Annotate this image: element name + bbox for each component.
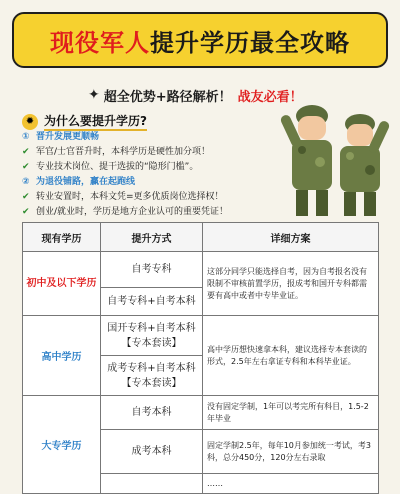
why-title: 为什么要提升学历? xyxy=(44,112,147,131)
bulb-icon: ✹ xyxy=(22,114,38,130)
list-item-text: 转业安置时，本科文凭=更多优质岗位选择权！ xyxy=(36,192,224,202)
soldiers-illustration xyxy=(276,98,388,218)
method-cell xyxy=(101,474,203,494)
upgrade-table xyxy=(22,222,378,488)
list-item xyxy=(22,205,292,220)
subtitle-red: 战友必看！ xyxy=(237,89,303,105)
detail-cell: 高中学历想快速拿本科，建议选择专本套读的形式，2.5年左右拿证专科和本科毕业证。 xyxy=(203,316,379,396)
level-cell: 高中学历 xyxy=(23,316,101,396)
method-cell: 自考专科 xyxy=(101,252,203,288)
header-method: 提升方式 xyxy=(101,223,203,252)
level-text: 初中及以下学历 xyxy=(26,278,97,289)
detail-cell: 这部分同学只能选择自考，因为自考报名没有限制不审核前置学历，报成考和国开专科都需要有高中或者中专毕业证。 xyxy=(203,252,379,316)
list-item xyxy=(22,190,292,205)
list-item-text: 创业/就业时，学历是地方企业认可的重要凭证！ xyxy=(36,207,229,217)
section-heading xyxy=(22,175,292,190)
subtitle-black: 超全优势+路径解析！ xyxy=(103,89,232,105)
list-item-text: 专业技术岗位、提干选拔的“隐形门槛”。 xyxy=(36,162,199,172)
check-icon: ✔ xyxy=(22,147,30,157)
soldier-left xyxy=(279,105,332,216)
table-header-row xyxy=(23,223,379,252)
sparkle-icon: ✦ xyxy=(88,87,100,103)
section-number: ② xyxy=(22,177,30,187)
table-row xyxy=(23,316,379,356)
title-red: 现役军人 xyxy=(50,27,150,57)
header-current-level: 现有学历 xyxy=(23,223,101,252)
list-item xyxy=(22,160,292,175)
list-item xyxy=(22,145,292,160)
section-title: 晋升发展更顺畅 xyxy=(36,132,100,142)
soldier-right xyxy=(340,114,391,216)
list-item-text: 军官/士官晋升时，本科学历是硬性加分项！ xyxy=(36,147,211,157)
title-banner xyxy=(12,12,388,68)
detail-cell: 固定学制2.5年，每年10月参加统一考试，考3科，总分450分，120分左右录取 xyxy=(203,430,379,474)
upgrade-table-grid xyxy=(22,222,379,494)
level-cell: 大专学历 xyxy=(23,396,101,494)
why-heading xyxy=(22,112,147,131)
section-heading xyxy=(22,130,292,145)
method-cell: 成考本科 xyxy=(101,430,203,474)
reasons-list xyxy=(22,130,292,220)
table-row xyxy=(23,252,379,288)
title-black: 提升学历最全攻略 xyxy=(150,27,350,57)
header-detail: 详细方案 xyxy=(203,223,379,252)
level-cell xyxy=(23,252,101,316)
method-cell: 国开专科+自考本科【专本套读】 xyxy=(101,316,203,356)
table-row xyxy=(23,396,379,430)
section-title: 为退役铺路，赢在起跑线 xyxy=(36,177,136,187)
check-icon: ✔ xyxy=(22,192,30,202)
method-cell: 自考专科+自考本科 xyxy=(101,288,203,316)
method-cell: 成考专科+自考本科【专本套读】 xyxy=(101,356,203,396)
detail-cell: …… xyxy=(203,474,379,494)
check-icon: ✔ xyxy=(22,207,30,217)
check-icon: ✔ xyxy=(22,162,30,172)
detail-cell: 没有固定学制，1年可以考完所有科目，1.5-2年毕业 xyxy=(203,396,379,430)
method-cell: 自考本科 xyxy=(101,396,203,430)
section-number: ① xyxy=(22,132,30,142)
